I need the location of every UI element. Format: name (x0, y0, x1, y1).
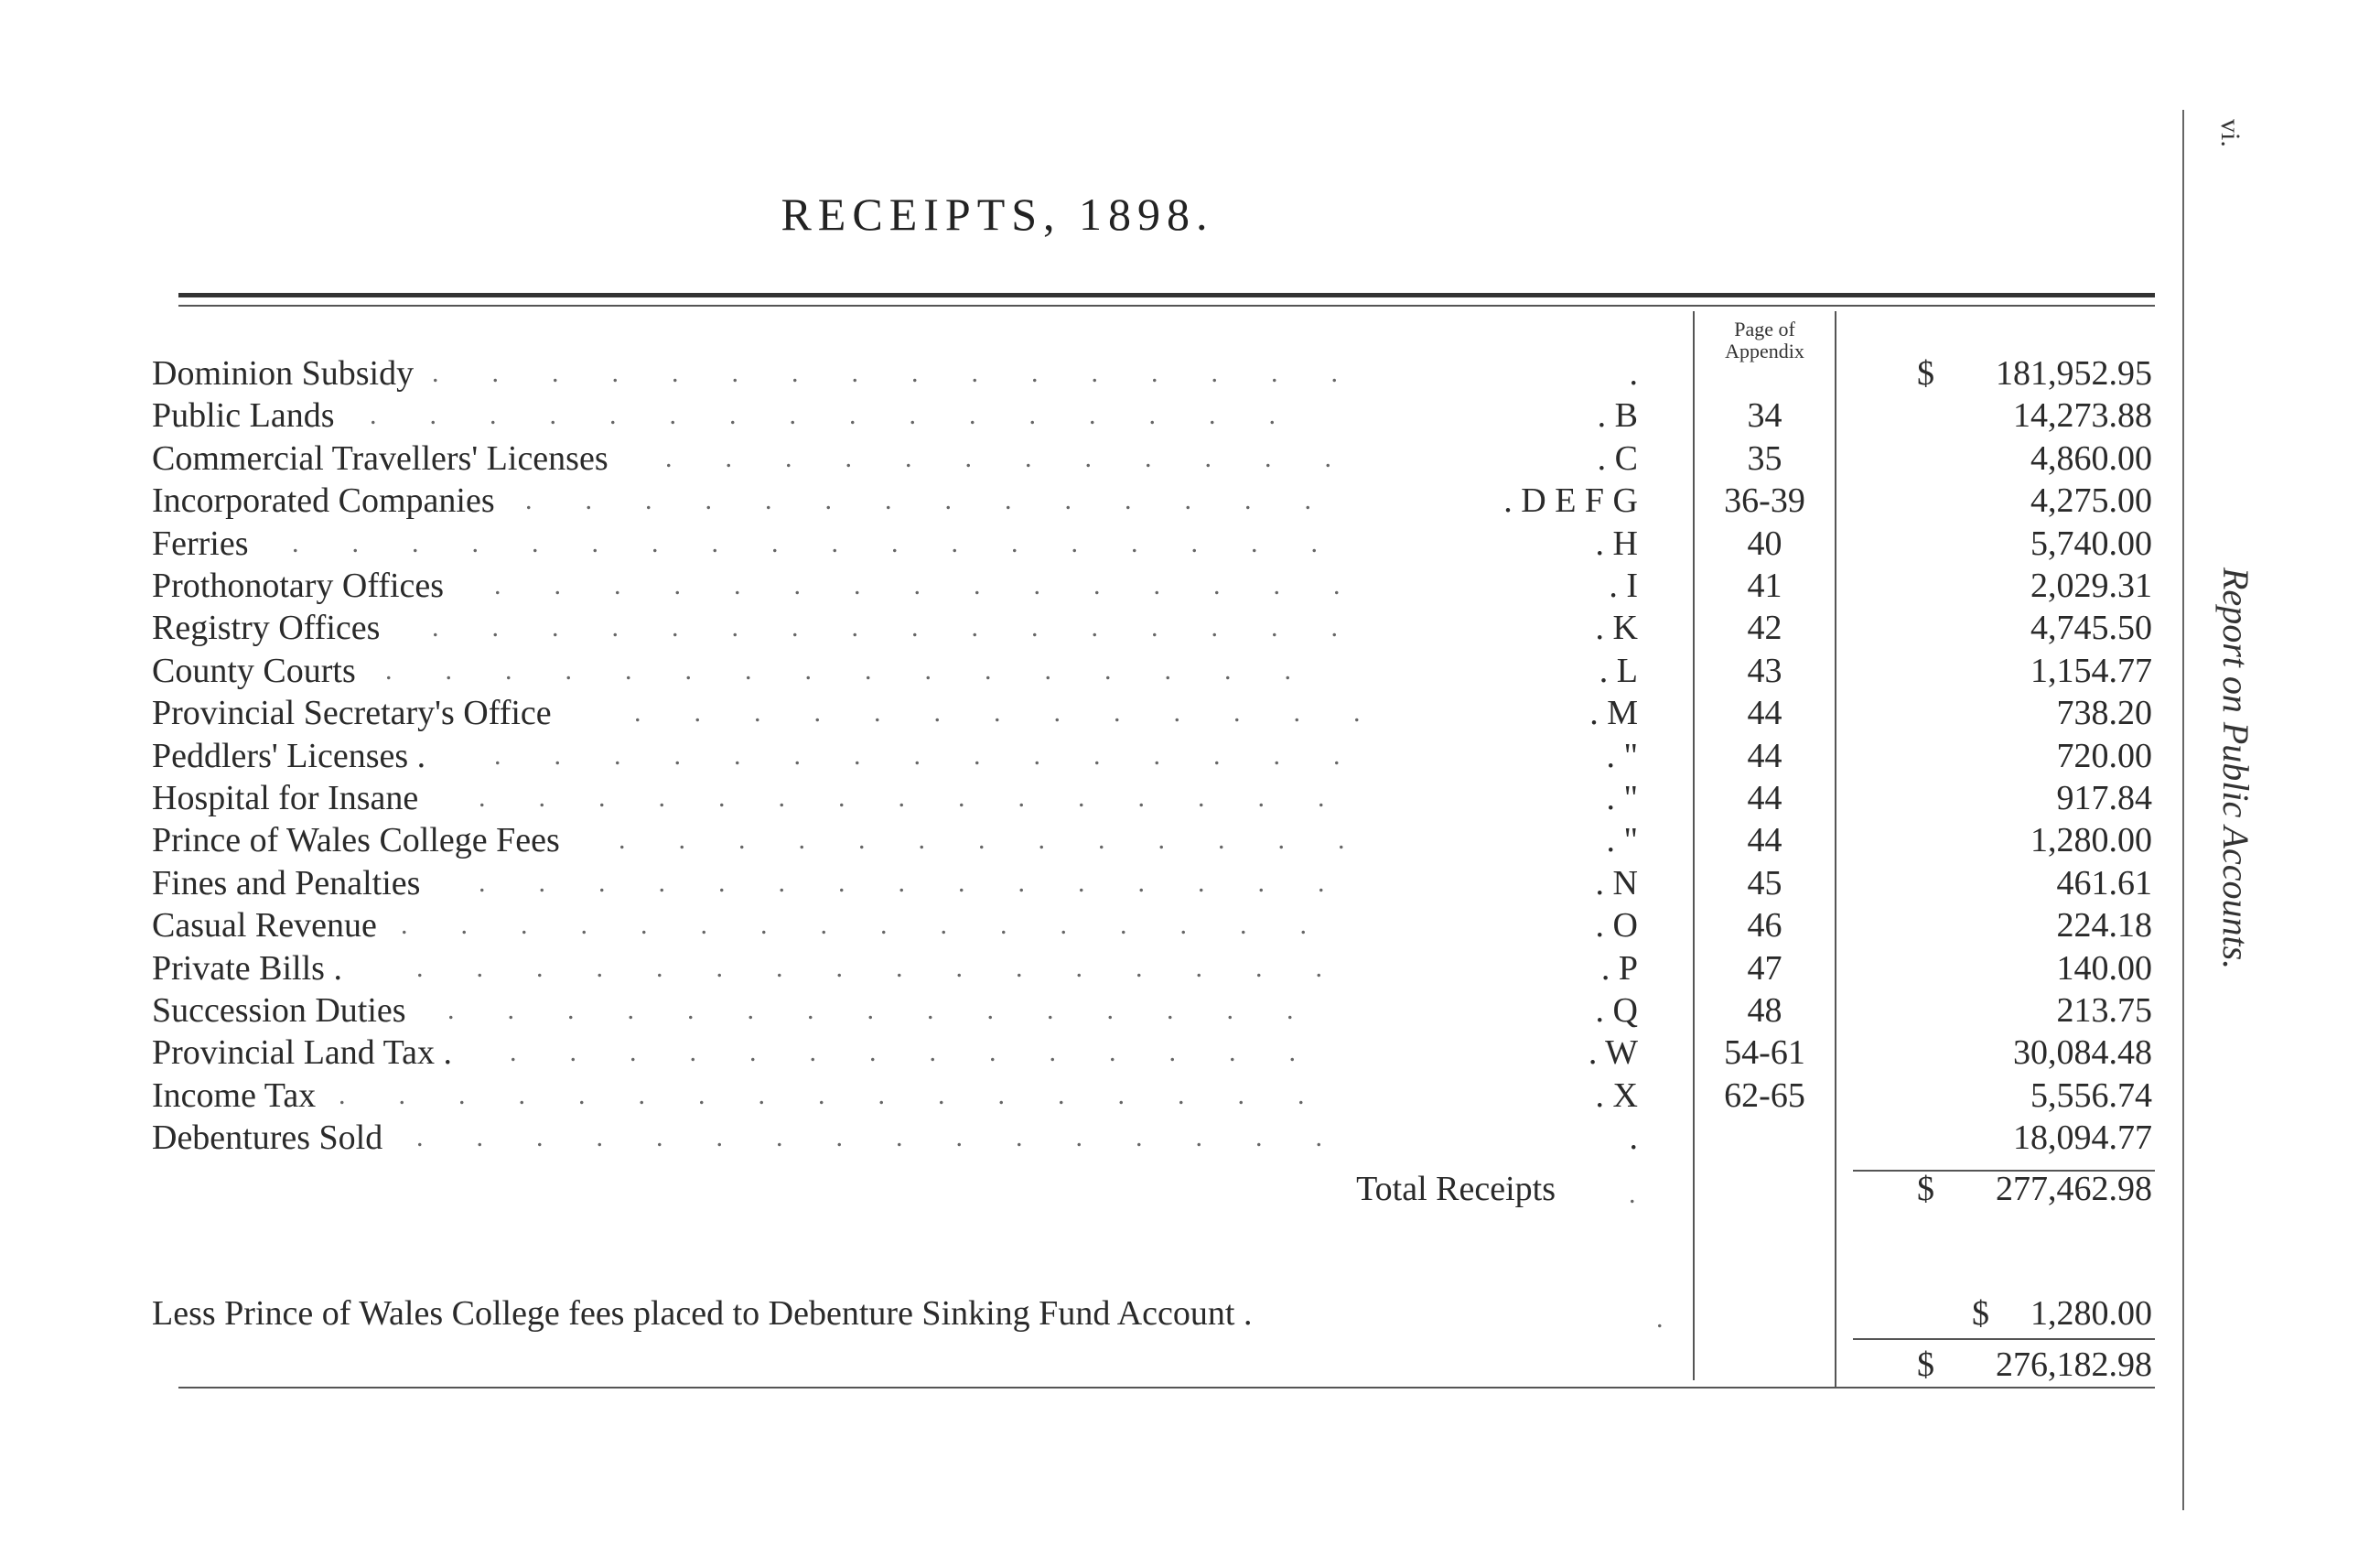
table-row (0, 1075, 2196, 1117)
row-appendix-page: 46 (1747, 906, 1782, 945)
row-description: Public Lands (152, 396, 335, 436)
row-schedule: . " (1606, 821, 1638, 860)
net-total-rule (1853, 1338, 2155, 1340)
row-dollar-sign: $ (1917, 354, 1934, 393)
table-row (0, 394, 2196, 437)
less-leader-dot: . (1656, 1303, 1664, 1334)
total-receipts-row (0, 1168, 2196, 1210)
row-leader-dots: ................ (416, 1122, 1375, 1153)
row-amount: 1,154.77 (2030, 651, 2152, 690)
net-total-amount: 276,182.98 (1996, 1345, 2152, 1384)
total-receipts-label: Total Receipts (1356, 1170, 1556, 1208)
row-schedule: . O (1595, 906, 1638, 945)
row-schedule: . " (1606, 779, 1638, 817)
row-schedule: . H (1595, 524, 1638, 563)
top-rule-thin (178, 305, 2155, 307)
row-description: Prince of Wales College Fees (152, 821, 560, 860)
row-amount: 5,740.00 (2030, 524, 2152, 563)
table-row (0, 1117, 2196, 1159)
bottom-rule (178, 1387, 2155, 1389)
row-amount: 18,094.77 (2013, 1118, 2152, 1158)
row-appendix-page: 44 (1747, 736, 1782, 775)
column-header-line1: Page of (1734, 318, 1795, 340)
table-row (0, 947, 2196, 989)
row-appendix-page: 35 (1747, 438, 1782, 478)
table-row (0, 650, 2196, 692)
row-leader-dots: ............. (619, 825, 1398, 856)
row-appendix-page: 36-39 (1724, 481, 1805, 521)
row-appendix-page: 40 (1747, 524, 1782, 563)
row-schedule: . C (1597, 438, 1638, 478)
row-leader-dots: ................ (432, 358, 1391, 388)
page-title: RECEIPTS, 1898. (781, 189, 1214, 240)
row-schedule: . I (1609, 567, 1638, 605)
row-schedule: . (1629, 1118, 1638, 1158)
row-schedule: . P (1600, 948, 1638, 988)
net-total-row (0, 1344, 2196, 1386)
row-amount: 5,556.74 (2030, 1075, 2152, 1115)
row-description: Hospital for Insane (152, 779, 419, 817)
row-leader-dots: ................ (370, 400, 1329, 431)
row-description: Private Bills . (152, 948, 342, 988)
row-leader-dots: ................ (416, 952, 1375, 983)
row-leader-dots: .............. (510, 1037, 1349, 1068)
row-amount: 4,860.00 (2030, 438, 2152, 478)
column-header-line2: Appendix (1725, 340, 1804, 362)
row-schedule: . " (1606, 736, 1638, 775)
row-schedule: . (1629, 354, 1638, 393)
less-description: Less Prince of Wales College fees placed to Debenture Sinking Fund Account . (152, 1294, 1253, 1333)
row-description: Peddlers' Licenses . (152, 736, 426, 775)
row-leader-dots: ................ (385, 654, 1344, 686)
row-amount: 917.84 (2056, 779, 2152, 817)
row-description: Ferries (152, 524, 249, 563)
row-schedule: . Q (1595, 991, 1638, 1030)
row-amount: 4,275.00 (2030, 481, 2152, 521)
row-appendix-page: 62-65 (1724, 1075, 1805, 1115)
row-description: Registry Offices (152, 609, 381, 648)
row-leader-dots: ................ (401, 910, 1360, 941)
row-description: Incorporated Companies (152, 481, 495, 521)
row-amount: 720.00 (2056, 736, 2152, 775)
row-appendix-page: 41 (1747, 567, 1782, 605)
total-dollar-sign: $ (1917, 1170, 1934, 1208)
row-amount: 738.20 (2056, 694, 2152, 733)
row-appendix-page: 54-61 (1724, 1033, 1805, 1073)
table-row (0, 565, 2196, 607)
net-dollar-sign: $ (1917, 1345, 1934, 1384)
row-leader-dots: ............... (479, 867, 1378, 898)
row-description: Provincial Secretary's Office (152, 694, 552, 733)
row-appendix-page: 44 (1747, 779, 1782, 817)
row-appendix-page: 42 (1747, 609, 1782, 648)
table-row (0, 607, 2196, 649)
row-amount: 1,280.00 (2030, 821, 2152, 860)
row-appendix-page: 47 (1747, 948, 1782, 988)
row-leader-dots: .................. (292, 527, 1371, 558)
row-leader-dots: ................ (432, 612, 1391, 643)
row-leader-dots: ............... (447, 995, 1347, 1025)
table-row (0, 862, 2196, 904)
row-schedule: . L (1599, 651, 1638, 690)
row-appendix-page: 44 (1747, 821, 1782, 860)
table-row (0, 523, 2196, 565)
row-leader-dots: ............... (479, 783, 1378, 813)
table-row (0, 819, 2196, 861)
row-appendix-page: 43 (1747, 651, 1782, 690)
row-amount: 140.00 (2056, 948, 2152, 988)
table-row (0, 480, 2196, 522)
table-row (0, 777, 2196, 819)
row-amount: 2,029.31 (2030, 567, 2152, 605)
row-leader-dots: .............. (525, 485, 1364, 516)
row-appendix-page: 44 (1747, 694, 1782, 733)
total-leader-dot: . (1629, 1179, 1636, 1209)
row-appendix-page: 45 (1747, 863, 1782, 902)
row-description: Commercial Travellers' Licenses (152, 438, 608, 478)
row-leader-dots: ............... (494, 570, 1394, 600)
table-row (0, 438, 2196, 480)
row-description: Casual Revenue (152, 906, 377, 945)
row-amount: 4,745.50 (2030, 609, 2152, 648)
less-dollar-sign: $ (1972, 1294, 1989, 1333)
row-description: Succession Duties (152, 991, 406, 1030)
row-schedule: . M (1589, 694, 1638, 733)
total-receipts-amount: 277,462.98 (1996, 1170, 2152, 1208)
row-description: Dominion Subsidy (152, 354, 415, 393)
row-description: Income Tax (152, 1075, 317, 1115)
row-leader-dots: ................. (339, 1079, 1358, 1110)
row-schedule: . K (1595, 609, 1638, 648)
table-row (0, 352, 2196, 394)
row-description: Debentures Sold (152, 1118, 383, 1158)
row-schedule: . W (1588, 1033, 1638, 1073)
running-head: Report on Public Accounts. (2215, 567, 2256, 970)
row-leader-dots: ............... (494, 740, 1394, 771)
top-rule-thick (178, 293, 2155, 297)
row-appendix-page: 48 (1747, 991, 1782, 1030)
row-amount: 181,952.95 (1996, 354, 2152, 393)
less-amount: 1,280.00 (2030, 1294, 2152, 1333)
row-description: County Courts (152, 651, 356, 690)
row-amount: 213.75 (2056, 991, 2152, 1030)
row-amount: 224.18 (2056, 906, 2152, 945)
table-row (0, 735, 2196, 777)
table-row (0, 989, 2196, 1032)
row-schedule: . D E F G (1503, 481, 1638, 521)
row-schedule: . B (1597, 396, 1638, 436)
row-leader-dots: ............ (665, 442, 1384, 473)
row-schedule: . N (1595, 863, 1638, 902)
row-amount: 30,084.48 (2013, 1033, 2152, 1073)
row-appendix-page: 34 (1747, 396, 1782, 436)
row-description: Provincial Land Tax . (152, 1033, 453, 1073)
row-schedule: . X (1595, 1075, 1638, 1115)
table-row (0, 692, 2196, 734)
less-row (0, 1292, 2196, 1334)
table-row (0, 1032, 2196, 1074)
table-row (0, 904, 2196, 946)
row-amount: 14,273.88 (2013, 396, 2152, 436)
row-leader-dots: ............. (634, 697, 1414, 729)
row-description: Prothonotary Offices (152, 567, 445, 605)
page-number: vi. (2215, 119, 2245, 147)
row-description: Fines and Penalties (152, 863, 421, 902)
row-amount: 461.61 (2056, 863, 2152, 902)
